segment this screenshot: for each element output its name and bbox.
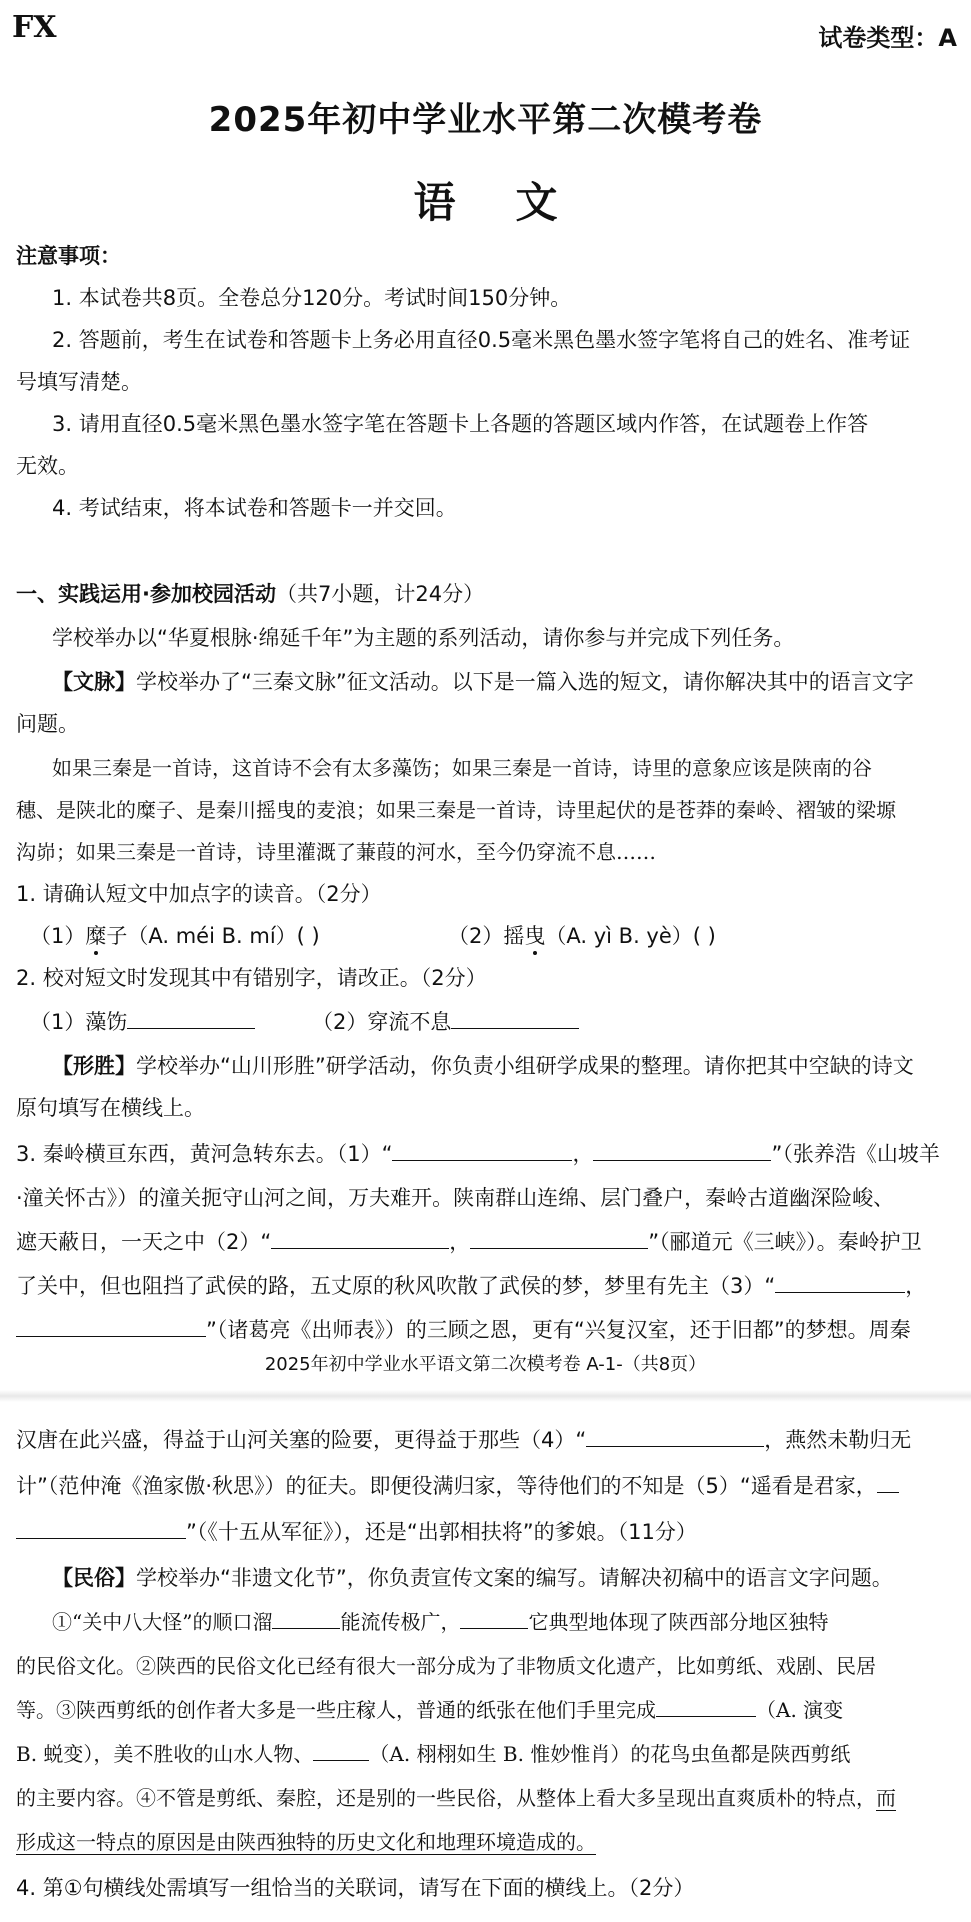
passage-line: 如果三秦是一首诗，这首诗不会有太多藻饬；如果三秦是一首诗，诗里的意象应该是陕南的谷 [52, 756, 872, 780]
notice-item: 4. 考试结束，将本试卷和答题卡一并交回。 [52, 496, 457, 520]
passage-line: 沟峁；如果三秦是一首诗，诗里灌溉了蒹葭的河水，至今仍穿流不息…… [16, 840, 656, 864]
answer-blank[interactable] [470, 1230, 648, 1249]
wenmai-text-cont: 问题。 [16, 712, 79, 736]
wenmai-tag: 【文脉】 [52, 670, 136, 694]
xingsheng-text: 学校举办“山川形胜”研学活动，你负责小组研学成果的整理。请你把其中空缺的诗文 [136, 1054, 914, 1078]
answer-blank[interactable] [451, 1010, 579, 1029]
answer-blank[interactable] [313, 1742, 369, 1761]
answer-blank[interactable] [392, 1142, 572, 1161]
paper-code: FX [12, 10, 57, 45]
answer-blank[interactable] [656, 1698, 756, 1717]
dotted-char: 曳 [524, 924, 546, 948]
xingsheng-task [52, 1050, 914, 1080]
question-3-line: 计”（范仲淹《渔家傲·秋思》）的征夫。即便役满归家，等待他们的不知是（5）“遥看是君家， [16, 1470, 899, 1500]
page-footer: 2025年初中学业水平语文第二次模考卷 A-1-（共8页） [264, 1354, 707, 1375]
question-2: 2. 校对短文时发现其中有错别字，请改正。（2分） [16, 966, 487, 990]
notice-heading: 注意事项： [16, 244, 121, 268]
answer-blank[interactable] [775, 1274, 905, 1293]
question-3-line: 遮天蔽日，一天之中（2）“ ， ”（郦道元《三峡》）。秦岭护卫 [16, 1230, 922, 1254]
minsu-tag: 【民俗】 [52, 1566, 136, 1590]
answer-blank[interactable] [16, 1318, 206, 1337]
wenmai-text: 学校举办了“三秦文脉”征文活动。以下是一篇入选的短文，请你解决其中的语言文字 [136, 670, 914, 694]
question-2-b: （2）穿流不息 [312, 1006, 579, 1036]
passage-line: 穗、是陕北的糜子、是秦川摇曳的麦浪；如果三秦是一首诗，诗里起伏的是苍莽的秦岭、褶皱的梁塬 [16, 798, 896, 822]
draft-line [16, 1826, 596, 1855]
question-3-line: ·潼关怀古》）的潼关扼守山河之间，万夫难开。陕南群山连绵、层门叠户，秦岭古道幽深险峻、 [16, 1186, 895, 1210]
draft-line: B. 蜕变），美不胜收的山水人物、 （A. 栩栩如生 B. 惟妙惟肖）的花鸟虫鱼都是陕西剪纸 [16, 1742, 851, 1766]
notice-item: 1. 本试卷共8页。全卷总分120分。考试时间150分钟。 [52, 286, 572, 310]
underlined-text: 形成这一特点的原因是由陕西独特的历史文化和地理环境造成的。 [16, 1830, 596, 1854]
section-intro: 学校举办以“华夏根脉·绵延千年”为主题的系列活动，请你参与并完成下列任务。 [52, 626, 795, 650]
question-3-line: ”（《十五从军征》），还是“出郭相扶将”的爹娘。（11分） [16, 1516, 697, 1546]
notice-item: 3. 请用直径0.5毫米黑色墨水签字笔在答题卡上各题的答题区域内作答，在试题卷上作答 [52, 412, 869, 436]
question-3-line: 汉唐在此兴盛，得益于山河关塞的险要，更得益于那些（4）“ ，燕然未勒归无 [16, 1428, 912, 1452]
page-separator [0, 1390, 971, 1402]
xingsheng-text-cont: 原句填写在横线上。 [16, 1096, 205, 1120]
underlined-text: 而 [876, 1786, 896, 1810]
section-heading-score: （共7小题，计24分） [275, 582, 485, 606]
question-1: 1. 请确认短文中加点字的读音。（2分） [16, 882, 382, 906]
question-2-a: （1）藻饬 [30, 1006, 255, 1036]
question-4: 4. 第①句横线处需填写一组恰当的关联词，请写在下面的横线上。（2分） [16, 1876, 695, 1900]
exam-title: 2025年初中学业水平第二次模考卷 [208, 100, 763, 140]
answer-blank[interactable] [586, 1428, 764, 1447]
notice-item: 无效。 [16, 454, 79, 478]
answer-blank[interactable] [877, 1474, 899, 1493]
draft-line: 等。③陕西剪纸的创作者大多是一些庄稼人，普通的纸张在他们手里完成 （A. 演变 [16, 1698, 844, 1722]
draft-line: 的主要内容。④不管是剪纸、秦腔，还是别的一些民俗，从整体上看大多呈现出直爽质朴的特点，而 [16, 1786, 896, 1810]
question-3-line: ”（诸葛亮《出师表》）的三顾之恩，更有“兴复汉室，还于旧都”的梦想。周秦 [16, 1314, 911, 1344]
minsu-task [52, 1562, 893, 1592]
notice-item: 号填写清楚。 [16, 370, 142, 394]
question-1-a: （1）糜子（A. méi B. mí）( ) [30, 924, 320, 948]
notice-item: 2. 答题前，考生在试卷和答题卡上务必用直径0.5毫米黑色墨水签字笔将自己的姓名、准考证 [52, 328, 911, 352]
answer-blank[interactable] [272, 1610, 340, 1629]
answer-blank[interactable] [460, 1610, 528, 1629]
subject-title: 语文 [413, 178, 618, 227]
dotted-char: 糜 [85, 924, 107, 948]
question-3-line: 了关中，但也阻挡了武侯的路，五丈原的秋风吹散了武侯的梦，梦里有先主（3）“ ， [16, 1274, 927, 1298]
answer-blank[interactable] [271, 1230, 449, 1249]
minsu-text: 学校举办“非遗文化节”，你负责宣传文案的编写。请解决初稿中的语言文字问题。 [136, 1566, 893, 1590]
section-heading [16, 578, 484, 608]
answer-blank[interactable] [127, 1010, 255, 1029]
question-1-b: （2）摇曳（A. yì B. yè）( ) [448, 924, 716, 948]
question-3-line: 3. 秦岭横亘东西，黄河急转东去。（1）“ ， ”（张养浩《山坡羊 [16, 1142, 940, 1166]
section-heading-bold: 一、实践运用·参加校园活动 [16, 582, 276, 606]
paper-type: 试卷类型：A [818, 24, 957, 52]
answer-blank[interactable] [593, 1142, 771, 1161]
wenmai-task [52, 666, 914, 696]
draft-line: 的民俗文化。②陕西的民俗文化已经有很大一部分成为了非物质文化遗产，比如剪纸、戏剧、民居 [16, 1654, 876, 1678]
answer-blank[interactable] [16, 1520, 186, 1539]
xingsheng-tag: 【形胜】 [52, 1054, 136, 1078]
draft-line: ①“关中八大怪”的顺口溜 能流传极广， 它典型地体现了陕西部分地区独特 [52, 1610, 829, 1634]
